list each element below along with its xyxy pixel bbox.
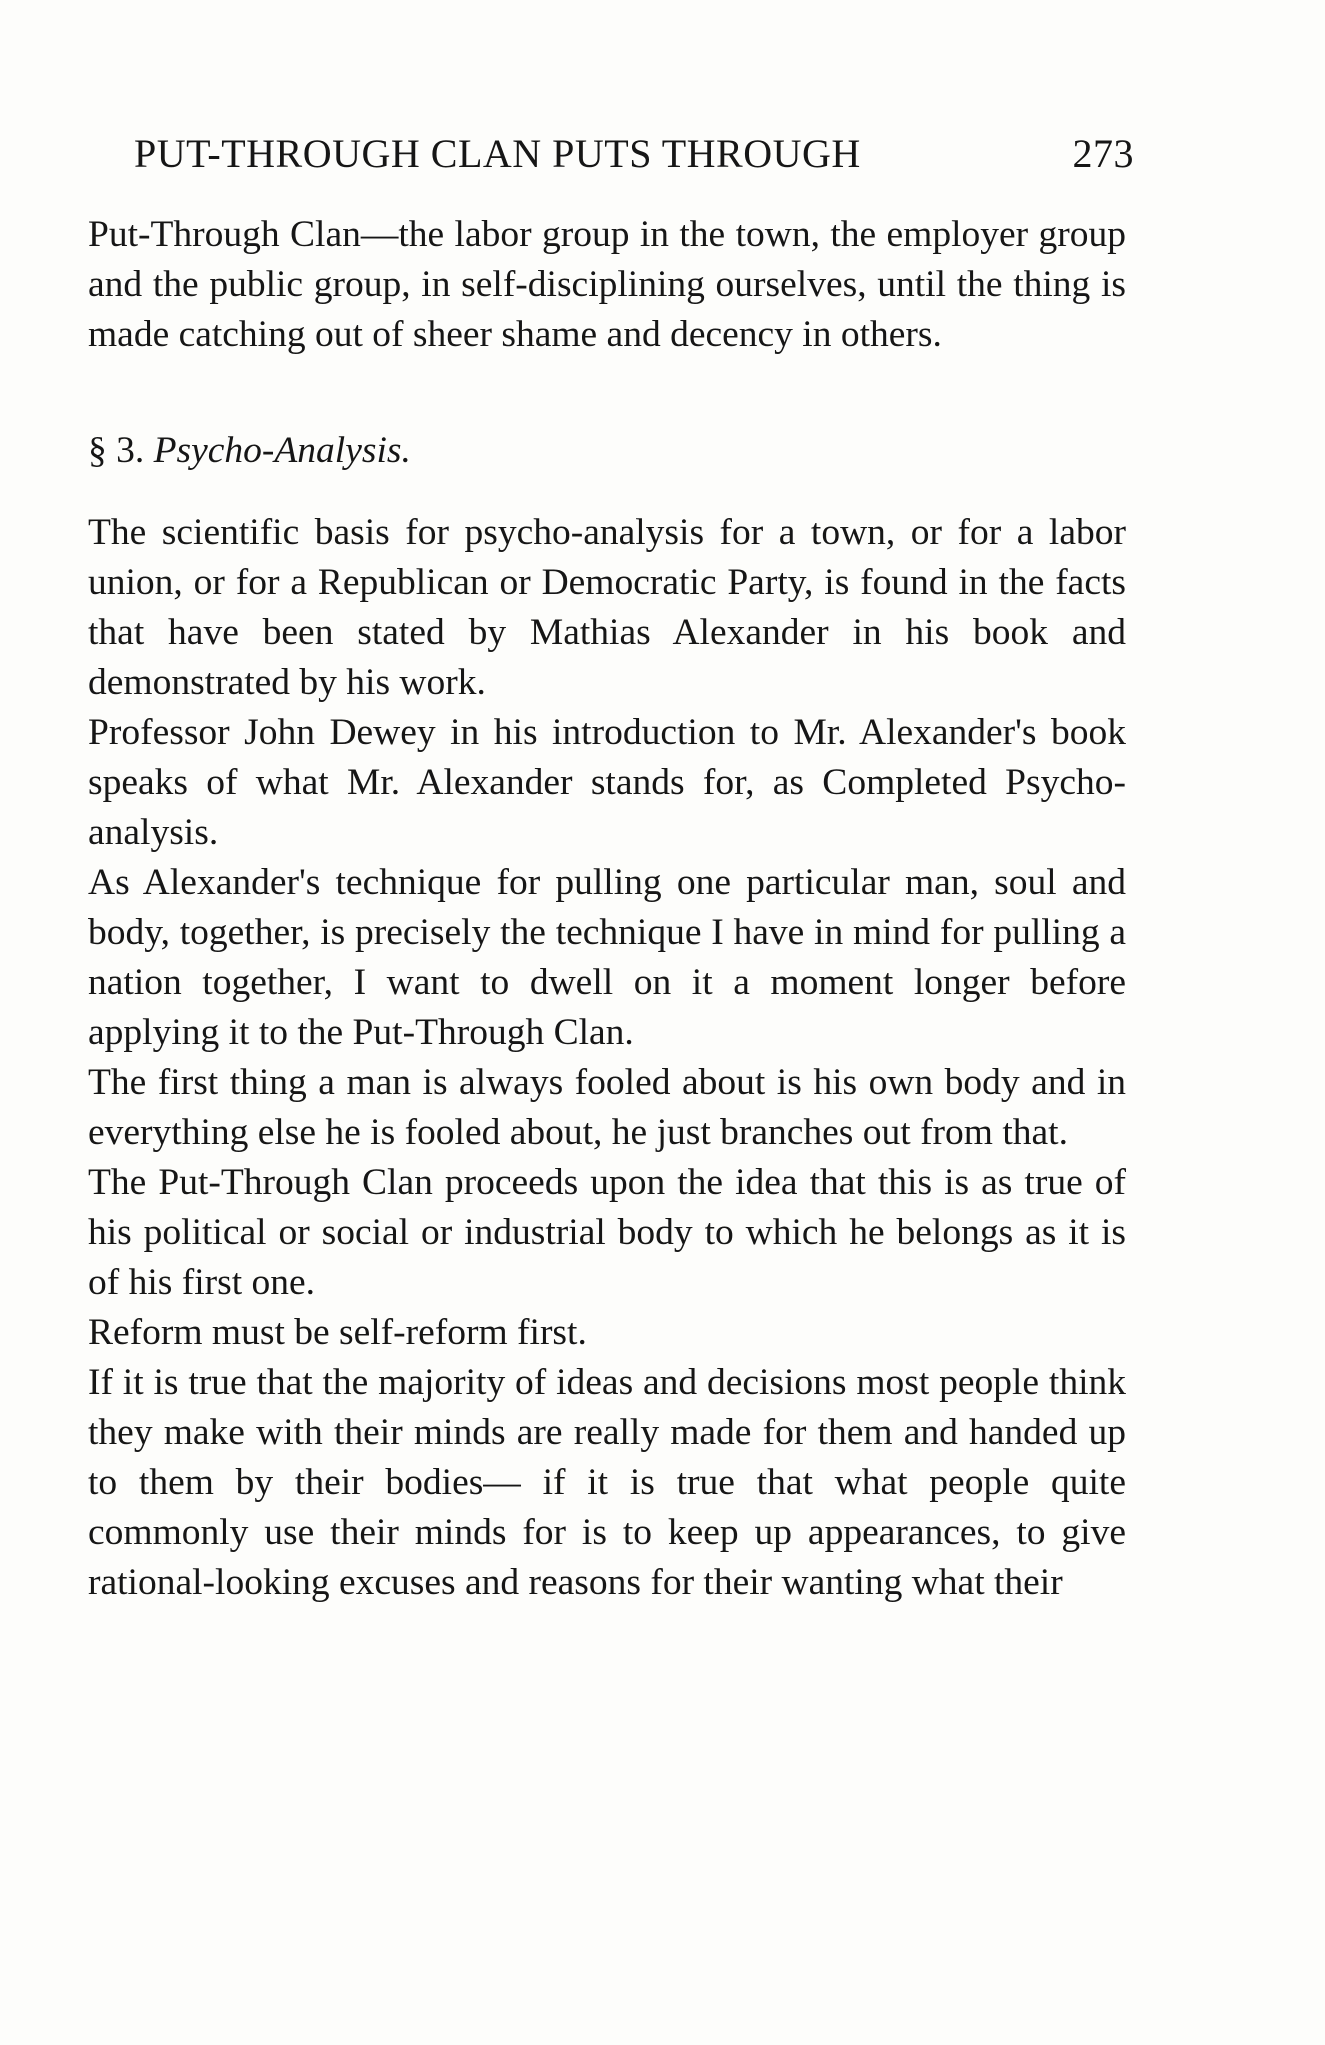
running-head-title: PUT-THROUGH CLAN PUTS THROUGH <box>134 131 861 176</box>
body-text <box>88 210 1126 1608</box>
paragraph: The Put-Through Clan proceeds upon the idea that this is as true of his political or social or industrial body to which he belongs as it is of his first one. <box>88 1162 1126 1303</box>
paragraph: The scientific basis for psycho-analysis for a town, or for a labor union, or for a Republican or Democratic Party, is found in the facts that have been stated by Mathias Alexander in his book and demonstrated by his work. <box>88 512 1126 703</box>
section-heading <box>88 426 1126 476</box>
running-head <box>134 130 1134 180</box>
section-number: § 3. <box>88 430 145 471</box>
continued-paragraph: Put-Through Clan—the labor group in the town, the employer group and the public group, in self-disciplining ourselves, until the thing is made catching out of sheer shame and decency in others. <box>88 214 1126 355</box>
paragraph: Reform must be self-reform first. <box>88 1312 587 1353</box>
paragraph: If it is true that the majority of ideas and decisions most people think they make with their minds are really made for them and handed up to them by their bodies— if it is true that what people quite commonly use their minds for is to keep up appearances, to give rational-looking excuses and reasons for their wanting what their <box>88 1362 1126 1603</box>
page-number: 273 <box>1072 131 1134 176</box>
paragraph: Professor John Dewey in his introduction to Mr. Alexander's book speaks of what Mr. Alexander stands for, as Completed Psycho-analysis. <box>88 712 1126 853</box>
paragraph: As Alexander's technique for pulling one particular man, soul and body, together, is precisely the technique I have in mind for pulling a nation together, I want to dwell on it a moment longer before applying it to the Put-Through Clan. <box>88 862 1126 1053</box>
section-title: Psycho-Analysis. <box>153 430 411 471</box>
paragraph: The first thing a man is always fooled about is his own body and in everything else he is fooled about, he just branches out from that. <box>88 1062 1126 1153</box>
